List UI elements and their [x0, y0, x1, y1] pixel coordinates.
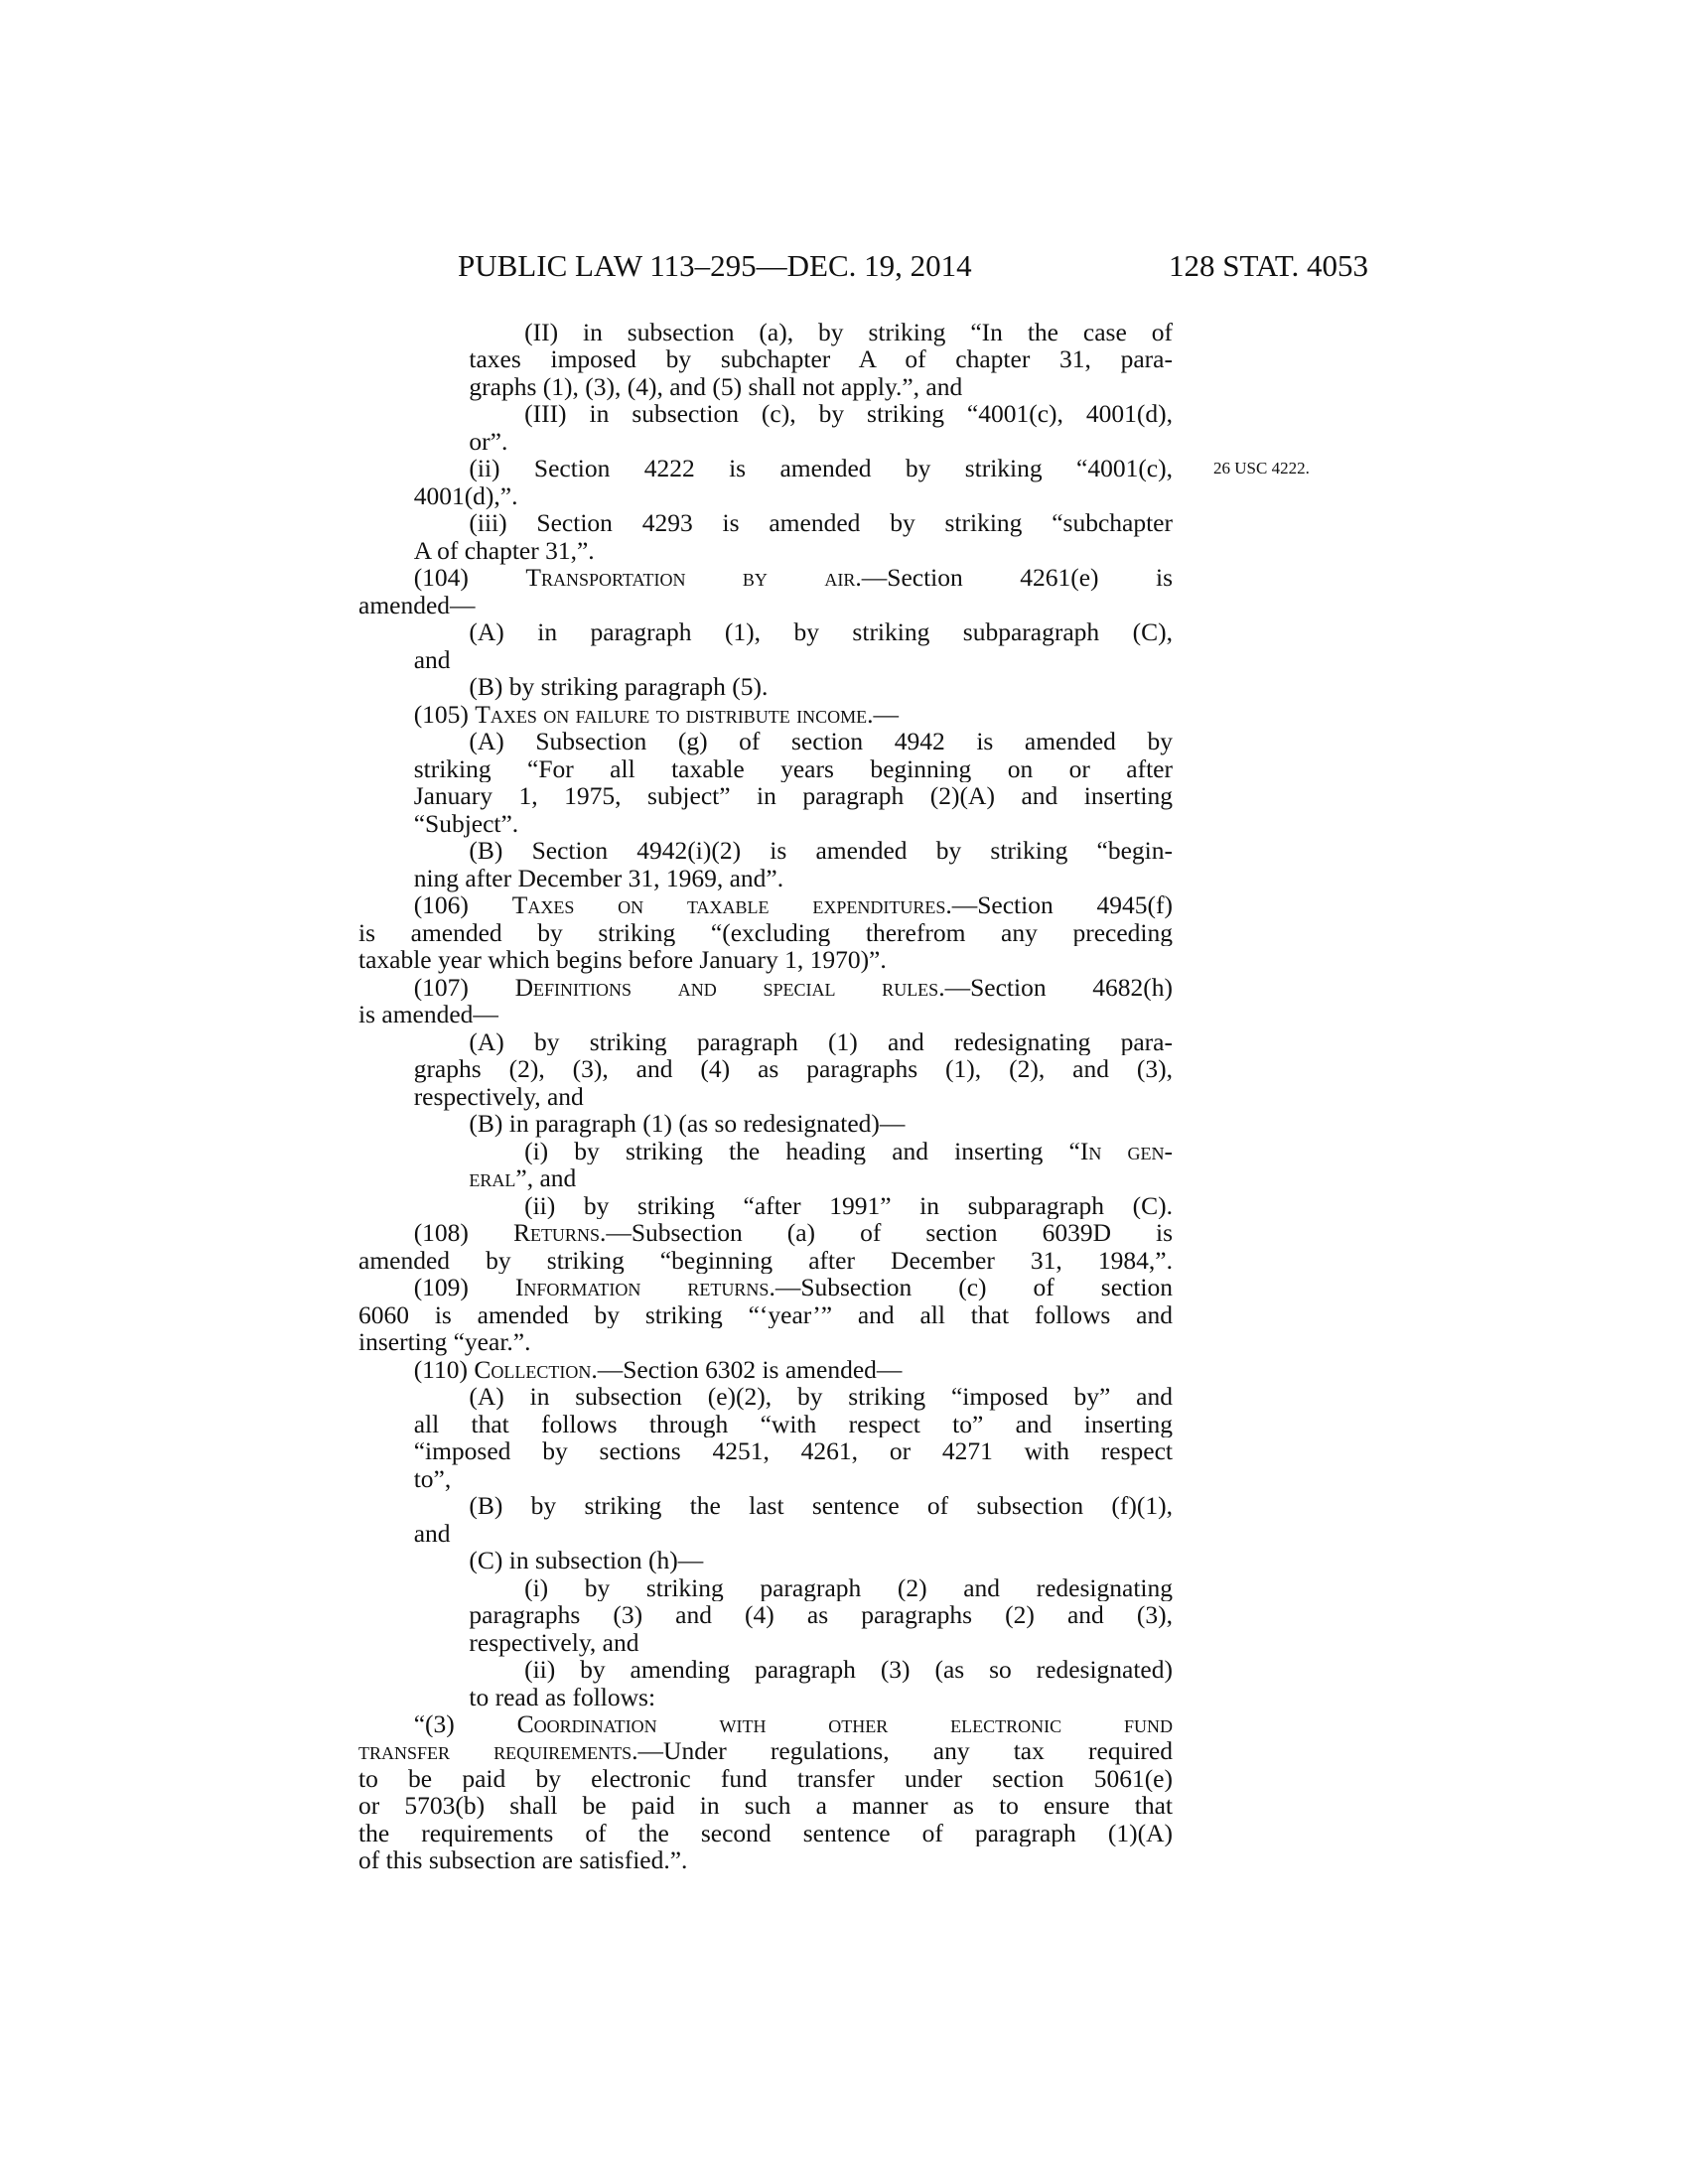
- text-run: .—Section 4945(f): [945, 891, 1173, 919]
- text-line: [469, 345, 1173, 373]
- margin-note-citation: 26 USC 4222.: [1213, 459, 1310, 478]
- text-line: [358, 919, 1173, 947]
- text-line: [414, 1274, 1173, 1301]
- text-run: .—Subsection (c) of section: [769, 1274, 1173, 1301]
- text-run: (108): [413, 1219, 513, 1247]
- text-line: [414, 1710, 1173, 1738]
- text-line: [358, 592, 1173, 619]
- text-run: amended by striking “beginning after December 31, 1984,”.: [358, 1246, 1173, 1275]
- text-run: to be paid by electronic fund transfer under section 5061(e): [358, 1764, 1173, 1793]
- text-run: .—Section 4261(e) is: [855, 564, 1173, 592]
- text-line: [358, 1001, 1173, 1028]
- text-run: is amended—: [358, 1000, 498, 1029]
- text-line: [414, 974, 1173, 1002]
- text-run: respectively, and: [469, 1627, 639, 1657]
- section-heading-small-caps: Taxes on failure to distribute income: [475, 699, 868, 729]
- text-line: [469, 373, 1173, 401]
- text-run: “(3): [413, 1709, 517, 1738]
- text-run: (iii) Section 4293 is amended by striking “subchapter: [469, 509, 1173, 537]
- text-run: or 5703(b) shall be paid in such a manner as to ensure that: [358, 1792, 1173, 1820]
- text-line: [524, 1192, 1173, 1220]
- text-line: [469, 1110, 1173, 1138]
- text-run: (A) by striking paragraph (1) and redesignating para-: [469, 1027, 1173, 1056]
- text-line: [414, 701, 1173, 729]
- text-run: striking “For all taxable years beginning on or after: [413, 754, 1173, 783]
- text-line: [414, 1219, 1173, 1247]
- text-line: [414, 810, 1173, 838]
- text-line: [469, 1601, 1173, 1629]
- text-line: [414, 1411, 1173, 1438]
- text-line: [414, 537, 1173, 565]
- text-line: [469, 428, 1173, 456]
- text-line: [414, 1437, 1173, 1465]
- section-heading-small-caps: Transportation by air: [525, 564, 856, 592]
- text-run: (109): [413, 1274, 515, 1301]
- text-run: (106): [413, 891, 512, 919]
- text-run: (A) in subsection (e)(2), by striking “imposed by” and: [469, 1383, 1173, 1411]
- text-line: [469, 1164, 1173, 1192]
- text-line: [358, 1328, 1173, 1356]
- text-run: January 1, 1975, subject” in paragraph (2)(A) and inserting: [413, 782, 1173, 810]
- text-line: [524, 319, 1173, 346]
- text-run: .—Subsection (a) of section 6039D is: [599, 1219, 1173, 1247]
- text-line: [358, 946, 1173, 974]
- text-run: (B) by striking paragraph (5).: [469, 672, 769, 702]
- running-head-page-citation: 128 STAT. 4053: [1168, 248, 1368, 283]
- text-run: .—Under regulations, any tax required: [632, 1737, 1173, 1765]
- text-run: graphs (2), (3), and (4) as paragraphs (1), (2), and (3),: [413, 1055, 1173, 1083]
- text-line: [358, 1792, 1173, 1820]
- text-run: the requirements of the second sentence of paragraph (1)(A): [358, 1819, 1173, 1847]
- text-line: [469, 1547, 1173, 1574]
- text-run: (A) in paragraph (1), by striking subparagraph (C),: [469, 618, 1173, 646]
- text-run: “imposed by sections 4251, 4261, or 4271 with respect: [413, 1437, 1173, 1465]
- text-run: (C) in subsection (h)—: [469, 1546, 704, 1575]
- text-line: [414, 1055, 1173, 1083]
- text-line: [358, 1765, 1173, 1793]
- text-line: [414, 891, 1173, 919]
- text-run: is amended by striking “(excluding therefrom any preceding: [358, 918, 1173, 947]
- text-run: respectively, and: [413, 1081, 584, 1111]
- text-line: [469, 618, 1173, 646]
- text-run: (B) Section 4942(i)(2) is amended by striking “begin-: [469, 837, 1173, 865]
- text-run: .—Section 6302 is amended—: [591, 1354, 903, 1384]
- text-run: to”,: [413, 1463, 452, 1493]
- text-line: [524, 1138, 1173, 1165]
- text-run: of this subsection are satisfied.”.: [358, 1845, 688, 1875]
- text-run: ning after December 31, 1969, and”.: [413, 863, 784, 892]
- text-line: [358, 1247, 1173, 1275]
- text-line: [469, 673, 1173, 701]
- text-line: [414, 1465, 1173, 1493]
- section-heading-small-caps: Information returns: [514, 1274, 770, 1301]
- text-run: inserting “year.”.: [358, 1327, 531, 1357]
- text-run: (107): [413, 973, 515, 1002]
- text-run: (ii) by amending paragraph (3) (as so redesignated): [524, 1656, 1173, 1684]
- text-run: (B) in paragraph (1) (as so redesignated)—: [469, 1109, 906, 1139]
- text-run: and: [413, 1518, 451, 1548]
- text-line: [524, 1656, 1173, 1684]
- text-line: [469, 728, 1173, 755]
- text-run: (105): [413, 699, 476, 729]
- running-head-title: PUBLIC LAW 113–295—DEC. 19, 2014: [458, 248, 972, 283]
- text-run: (i) by striking the heading and inserting “: [524, 1137, 1080, 1165]
- section-heading-small-caps: Taxes on taxable expenditures: [511, 891, 946, 919]
- section-heading-small-caps: Collection: [474, 1354, 592, 1384]
- text-run: (A) Subsection (g) of section 4942 is amended by: [469, 728, 1173, 755]
- text-run: (104): [413, 564, 526, 592]
- text-line: [358, 1301, 1173, 1329]
- text-run: (II) in subsection (a), by striking “In the case of: [524, 319, 1173, 346]
- section-heading-small-caps: Coordination with other electronic fund: [516, 1709, 1173, 1738]
- section-heading-small-caps: Returns: [512, 1219, 600, 1247]
- text-line: [414, 1083, 1173, 1111]
- text-line: [414, 564, 1173, 592]
- text-run: “Subject”.: [413, 808, 519, 838]
- text-run: and: [413, 644, 451, 674]
- text-line: [469, 509, 1173, 537]
- text-line: [414, 1356, 1173, 1384]
- text-line: [469, 1028, 1173, 1056]
- text-run: A of chapter 31,”.: [413, 535, 595, 565]
- text-run: 4001(d),”.: [413, 480, 518, 510]
- text-line: [469, 455, 1173, 482]
- section-heading-small-caps: transfer requirements: [358, 1737, 633, 1765]
- text-line: [414, 646, 1173, 674]
- text-run: (ii) Section 4222 is amended by striking “4001(c),: [469, 455, 1173, 482]
- text-line: [414, 782, 1173, 810]
- section-heading-small-caps: eral: [469, 1163, 516, 1193]
- section-heading-small-caps: In gen-: [1079, 1137, 1173, 1165]
- text-run: (III) in subsection (c), by striking “4001(c), 4001(d),: [524, 400, 1173, 428]
- text-line: [358, 1846, 1173, 1874]
- text-line: [414, 865, 1173, 892]
- text-run: all that follows through “with respect to” and inserting: [413, 1410, 1173, 1438]
- text-run: 6060 is amended by striking “‘year’” and all that follows and: [358, 1300, 1173, 1329]
- text-run: ”, and: [515, 1163, 577, 1193]
- text-line: [414, 482, 1173, 510]
- text-run: amended—: [358, 590, 476, 619]
- text-line: [524, 400, 1173, 428]
- text-run: taxable year which begins before January 1, 1970)”.: [358, 945, 887, 975]
- text-line: [414, 755, 1173, 783]
- text-run: .—: [867, 699, 899, 729]
- text-line: [469, 837, 1173, 865]
- section-heading-small-caps: Definitions and special rules: [514, 973, 939, 1002]
- text-run: or”.: [469, 426, 508, 456]
- text-line: [358, 1820, 1173, 1847]
- text-line: [469, 1629, 1173, 1657]
- text-line: [414, 1520, 1173, 1548]
- text-run: paragraphs (3) and (4) as paragraphs (2) and (3),: [469, 1601, 1173, 1629]
- text-run: .—Section 4682(h): [938, 973, 1173, 1002]
- text-line: [469, 1684, 1173, 1711]
- text-run: (B) by striking the last sentence of subsection (f)(1),: [469, 1492, 1173, 1520]
- text-run: to read as follows:: [469, 1682, 656, 1711]
- text-line: [524, 1574, 1173, 1602]
- text-line: [469, 1492, 1173, 1520]
- text-run: (i) by striking paragraph (2) and redesignating: [524, 1573, 1173, 1602]
- text-line: [358, 1737, 1173, 1765]
- text-run: taxes imposed by subchapter A of chapter 31, para-: [469, 345, 1173, 373]
- text-run: graphs (1), (3), (4), and (5) shall not apply.”, and: [469, 371, 963, 401]
- text-line: [469, 1383, 1173, 1411]
- text-run: (ii) by striking “after 1991” in subparagraph (C).: [524, 1191, 1173, 1220]
- text-run: (110): [413, 1354, 475, 1384]
